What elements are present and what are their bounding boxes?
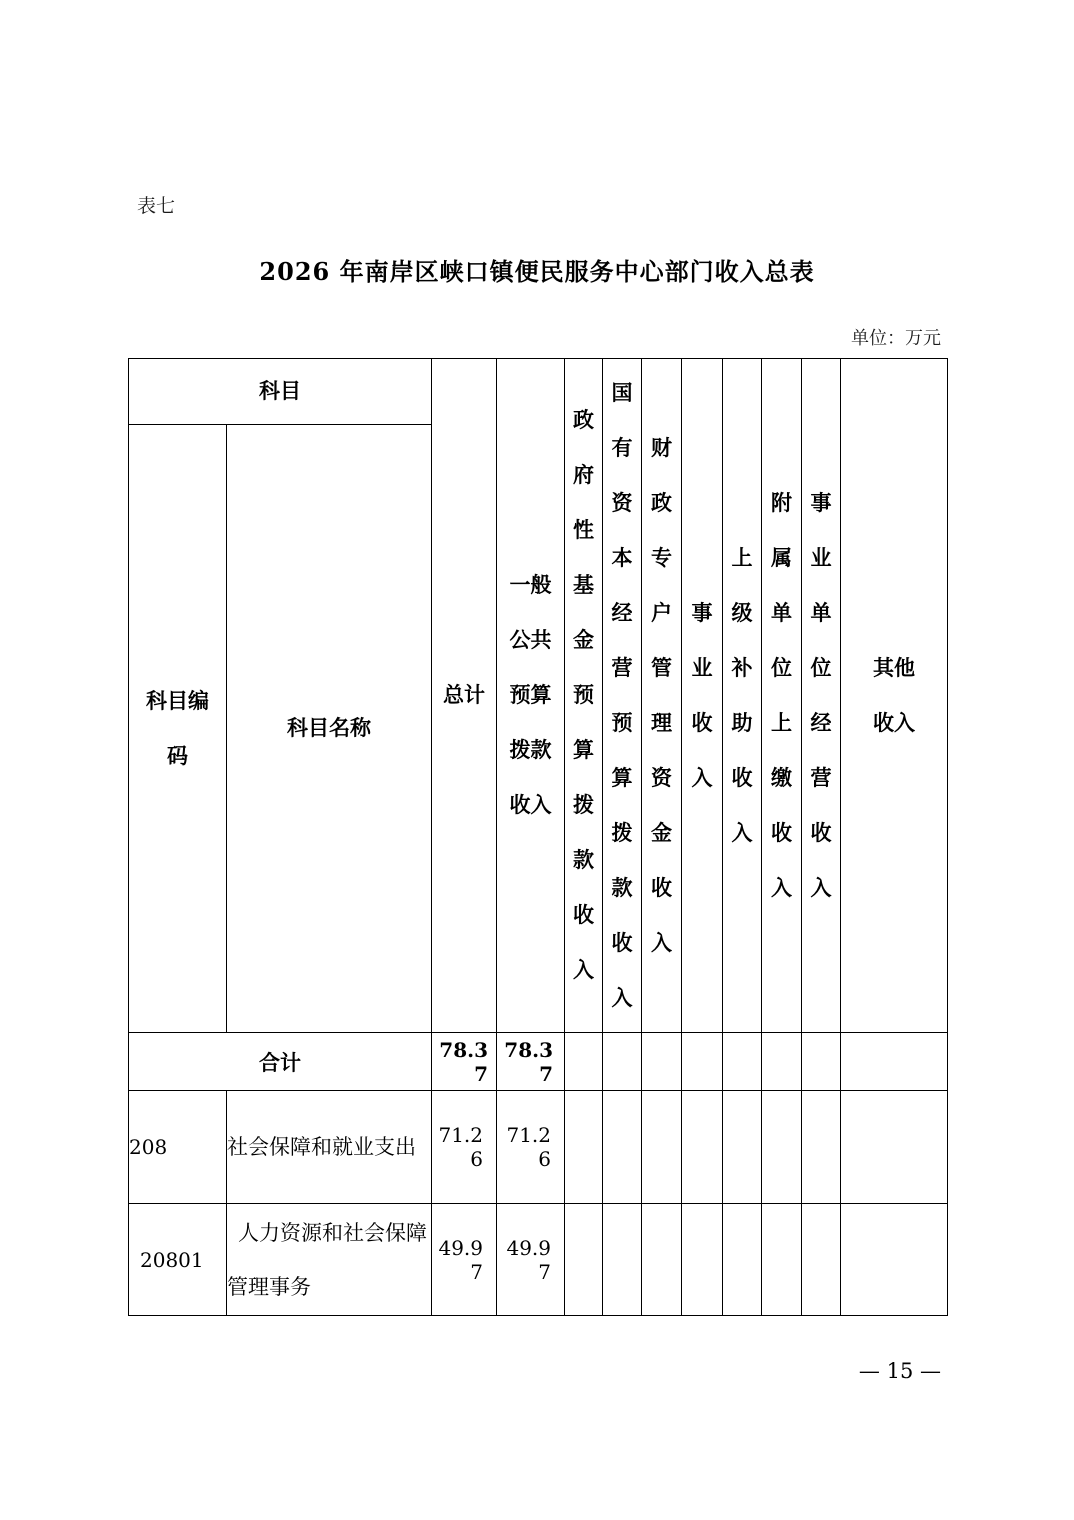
- value-cell: [802, 1033, 841, 1091]
- total-value-cell-total: [432, 1033, 497, 1091]
- col-header-total-text: 总计: [443, 684, 485, 707]
- value-cell: [565, 1204, 603, 1316]
- header-subject-code-text: 科目编码: [146, 689, 209, 768]
- income-summary-table: [128, 358, 948, 1316]
- header-subject-text: 科目: [259, 380, 301, 403]
- col-header-affiliated-unit-remittance-revenue-text: 附属单位上缴收入: [771, 491, 792, 900]
- value-cell-general-public: 49.97: [497, 1204, 565, 1316]
- value-cell: [723, 1033, 762, 1091]
- value-cell-general-public: 71.26: [497, 1091, 565, 1204]
- col-header-govt-fund-budget-appropriation-text: 政府性基金预算拨款收入: [573, 409, 594, 982]
- value-cell: [762, 1033, 802, 1091]
- header-subject-name-text: 科目名称: [287, 717, 371, 740]
- total-label-cell: 合计: [129, 1033, 432, 1091]
- col-header-fiscal-special-account-funds: [642, 359, 682, 1033]
- value-cell: [723, 1204, 762, 1316]
- value-cell: [603, 1204, 642, 1316]
- col-header-other-revenue: [841, 359, 948, 1033]
- table-row-20801: [129, 1204, 948, 1316]
- col-header-general-public-budget-appropriation: [497, 359, 565, 1033]
- col-header-institution-business-revenue: [802, 359, 841, 1033]
- value-cell: [682, 1033, 723, 1091]
- col-header-general-public-budget-appropriation-text: 一般公共预算拨款收入: [509, 574, 552, 817]
- value-cell: [723, 1091, 762, 1204]
- value-cell: [802, 1091, 841, 1204]
- value-cell: [841, 1091, 948, 1204]
- subject-code-cell: 20801: [129, 1204, 227, 1316]
- subject-name-text: 人力资源和社会保障管理事务: [227, 1220, 427, 1299]
- value-cell: [642, 1204, 682, 1316]
- value-cell: [682, 1091, 723, 1204]
- value-cell: [841, 1033, 948, 1091]
- col-header-operational-revenue-text: 事业收入: [691, 601, 713, 790]
- col-header-state-capital-budget-appropriation-text: 国有资本经营预算拨款收入: [611, 381, 633, 1010]
- total-value-cell-general-public: [497, 1033, 565, 1091]
- page-number: — 15 —: [858, 1359, 941, 1383]
- table-number-label: 表七: [137, 195, 176, 217]
- value-cell: [565, 1033, 603, 1091]
- col-header-total: [432, 359, 497, 1033]
- col-header-fiscal-special-account-funds-text: 财政专户管理资金收入: [651, 436, 672, 955]
- value-cell-total: 49.97: [432, 1204, 497, 1316]
- value-cell: [841, 1204, 948, 1316]
- col-header-govt-fund-budget-appropriation: [565, 359, 603, 1033]
- subject-name-cell: [227, 1204, 432, 1316]
- subject-code-cell: 208: [129, 1091, 227, 1204]
- table-row-total: [129, 1033, 948, 1091]
- value-cell: [802, 1204, 841, 1316]
- header-subject-name: [227, 425, 432, 1033]
- header-row-subject: [129, 359, 948, 425]
- value-cell: [603, 1033, 642, 1091]
- col-header-operational-revenue: [682, 359, 723, 1033]
- value-cell: [642, 1091, 682, 1204]
- value-cell: [642, 1033, 682, 1091]
- table-row-208: [129, 1091, 948, 1204]
- document-title: 2026 年南岸区峡口镇便民服务中心部门收入总表: [259, 257, 815, 286]
- subject-name-cell: [227, 1091, 432, 1204]
- value-cell: [762, 1204, 802, 1316]
- col-header-institution-business-revenue-text: 事业单位经营收入: [810, 491, 832, 900]
- col-header-higher-level-subsidy-revenue: [723, 359, 762, 1033]
- total-value-total-text: 78.37: [439, 1037, 488, 1086]
- value-cell: [603, 1091, 642, 1204]
- col-header-higher-level-subsidy-revenue-text: 上级补助收入: [731, 546, 753, 845]
- value-cell: [762, 1091, 802, 1204]
- col-header-affiliated-unit-remittance-revenue: [762, 359, 802, 1033]
- header-subject: [129, 359, 432, 425]
- col-header-other-revenue-text: 其他收入: [873, 656, 915, 735]
- subject-name-text: 社会保障和就业支出: [227, 1135, 416, 1159]
- value-cell: [682, 1204, 723, 1316]
- total-value-general-public-text: 78.37: [504, 1037, 553, 1086]
- header-subject-code: [129, 425, 227, 1033]
- unit-note: 单位：万元: [851, 328, 941, 349]
- value-cell-total: 71.26: [432, 1091, 497, 1204]
- col-header-state-capital-budget-appropriation: [603, 359, 642, 1033]
- value-cell: [565, 1091, 603, 1204]
